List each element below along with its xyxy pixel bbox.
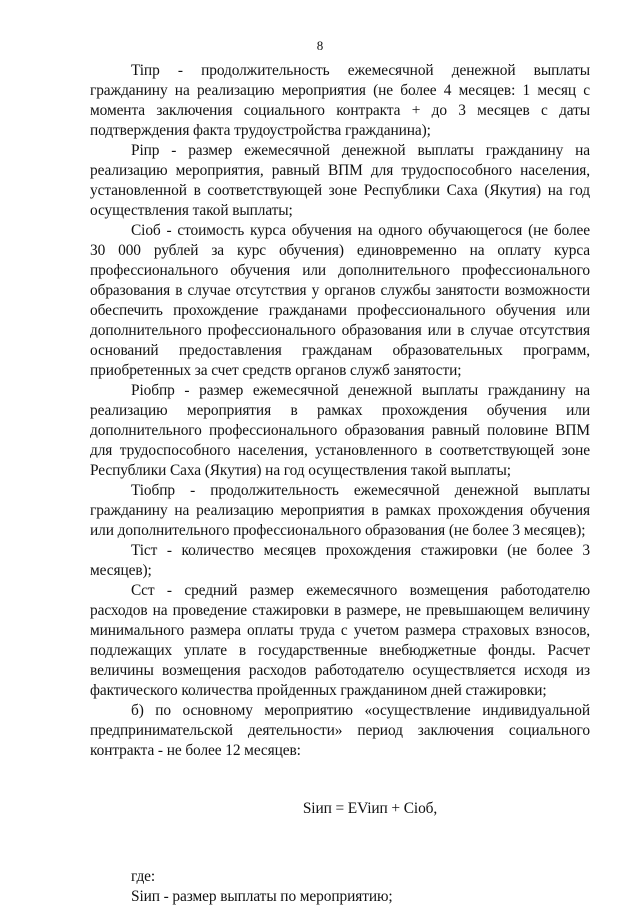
definition-siip: Siип - размер выплаты по мероприятию; bbox=[131, 888, 393, 905]
paragraph-tist: Tiст - количество месяцев прохождения стажировки (не более 3 месяцев); bbox=[90, 542, 590, 579]
paragraph-cst: Cст - средний размер ежемесячного возмещения работодателю расходов на проведение стажировки в размере, не превышающем величину минимального размера оплаты труда с учетом размера страховых взносов, подлежащих уплате в государственные внебюджетные фонды. Расчет величины возмещения расходов работодателю осуществляется исходя из фактического количества пройденных гражданином дней стажировки; bbox=[90, 582, 590, 699]
paragraph-piobpr: Piобпр - размер ежемесячной денежной выплаты гражданину на реализацию мероприятия в рамках прохождения обучения или дополнительного профессионального образования равный половине ВПМ для трудоспособного населения, установленного в соответствующей зоне Республики Саха (Якутия) на год осуществления такой выплаты; bbox=[90, 382, 590, 479]
page-number: 8 bbox=[316, 38, 324, 53]
paragraph-ciob: Ciоб - стоимость курса обучения на одного обучающегося (не более 30 000 рублей за курс обучения) единовременно на оплату курса профессионального обучения или дополнительного профессионального образования в случае отсутствия у органов службы занятости возможности обеспечить прохождение гражданами профессионального обучения или дополнительного профессионального образования или в случае отсутствия оснований предоставления гражданам образовательных программ, приобретенных за счет средств органов служб занятости; bbox=[90, 222, 590, 379]
paragraph-tipr: Tiпр - продолжительность ежемесячной денежной выплаты гражданину на реализацию мероприятия (не более 4 месяцев: 1 месяц с момента заключения социального контракта + до 3 месяцев с даты подтверждения факта трудоустройства гражданина); bbox=[90, 62, 590, 139]
where-label: где: bbox=[131, 868, 156, 885]
paragraph-b-entrepreneurship: б) по основному мероприятию «осуществление индивидуальной предпринимательской деятельности» период заключения социального контракта - не более 12 месяцев: bbox=[90, 702, 590, 759]
paragraph-tiobpr: Tiобпр - продолжительность ежемесячной денежной выплаты гражданину на реализацию мероприятия в рамках прохождения обучения или дополнительного профессионального образования (не более 3 месяцев); bbox=[90, 482, 590, 539]
document-body bbox=[90, 61, 590, 907]
formula: Siип = ΕViип + Ciоб, bbox=[302, 800, 438, 817]
paragraph-pipr: Piпр - размер ежемесячной денежной выплаты гражданину на реализацию мероприятия, равный ВПМ для трудоспособного населения, установленной в соответствующей зоне Республики Саха (Якутия) на год осуществления такой выплаты; bbox=[90, 142, 590, 219]
